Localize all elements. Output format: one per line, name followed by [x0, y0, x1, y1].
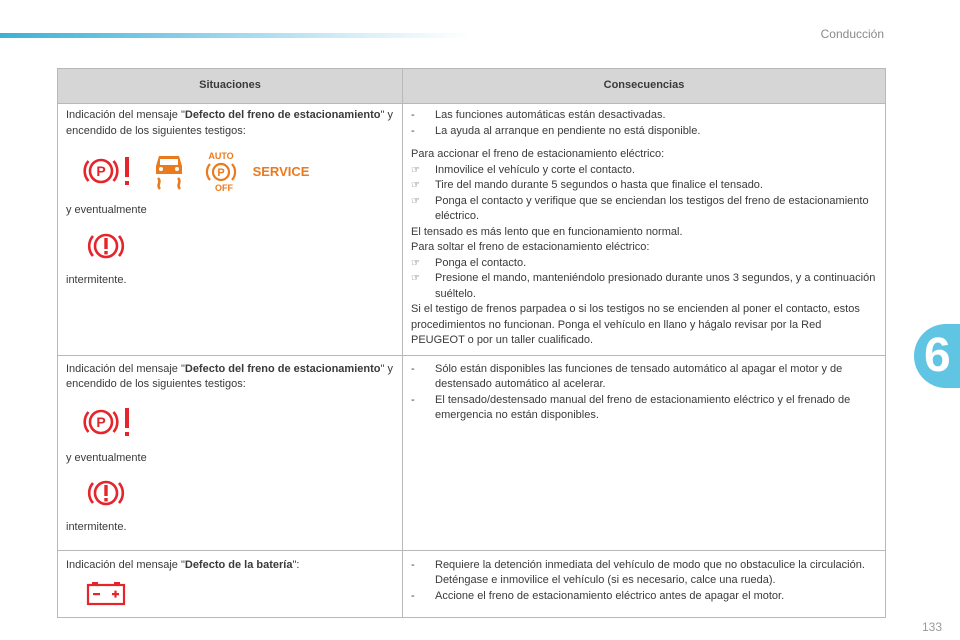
page-number: 133: [921, 620, 942, 634]
esp-skid-icon: [152, 152, 186, 190]
warning-table: [57, 68, 886, 618]
eventually-text: y eventualmente: [66, 204, 147, 216]
consequence-item: [411, 108, 877, 124]
warning-lights: [84, 149, 394, 193]
parking-brake-fault-icon: [84, 405, 136, 439]
final-note: Si el testigo de frenos parpadea o si los testigos no se encienden al poner el contacto, estos procedimientos no funcionan. Ponga el vehículo en llano y hágalo revisar por la Red PEUGEOT o por un taller cualificado.: [411, 303, 860, 346]
message-prefix: Indicación del mensaje ": [66, 362, 185, 375]
step-text: Tire del mando durante 5 segundos o hasta que finalice el tensado.: [435, 179, 763, 191]
consequence-text: Requiere la detención inmediata del vehículo de modo que no obstaculice la circulación. Deténgase e inmovilice el vehículo (si es necesario, calce una rueda).: [435, 558, 865, 586]
dash-marker: -: [411, 124, 415, 137]
consequence-item: [411, 589, 877, 605]
message-name: Defecto del freno de estacionamiento: [184, 362, 381, 375]
section-title: Conducción: [820, 27, 884, 41]
consequence-item: [411, 558, 877, 589]
situation-message: [66, 558, 394, 574]
situation-cell: [58, 355, 403, 550]
header-consequences: Consecuencias: [403, 69, 886, 104]
svg-text:P: P: [96, 163, 106, 179]
svg-text:SERVICE: SERVICE: [252, 164, 310, 179]
header-situations: Situaciones: [58, 69, 403, 104]
hand-bullet-icon: ☞: [411, 273, 420, 284]
situation-cell: [58, 550, 403, 618]
consequence-text: Las funciones automáticas están desactivadas.: [435, 109, 666, 121]
situation-message: [66, 362, 394, 393]
consequence-text: La ayuda al arranque en pendiente no está disponible.: [435, 124, 701, 137]
parking-brake-fault-icon: [84, 154, 136, 188]
slow-note: El tensado es más lento que en funcionamiento normal.: [411, 225, 683, 238]
dash-marker: -: [411, 393, 415, 406]
situation-message: [66, 108, 394, 139]
extra-warning-light: [86, 229, 394, 263]
release-intro: Para soltar el freno de estacionamiento eléctrico:: [411, 241, 650, 253]
extra-warning-light: [86, 476, 394, 510]
battery-icon: [86, 580, 126, 606]
brake-warning-icon: [86, 229, 126, 263]
flashing-text: intermitente.: [66, 521, 127, 533]
consequence-cell: [403, 550, 886, 618]
message-prefix: Indicación del mensaje ": [66, 558, 185, 571]
chapter-tab: 6: [914, 324, 960, 388]
message-suffix: " y encendido de los siguientes testigos:: [66, 362, 393, 390]
header-accent-bar: [0, 33, 470, 38]
table-header-row: [58, 69, 886, 104]
procedure-step: [411, 194, 877, 225]
consequence-cell: [403, 355, 886, 550]
hand-bullet-icon: ☞: [411, 257, 420, 269]
hand-bullet-icon: ☞: [411, 164, 420, 176]
dash-marker: -: [411, 109, 415, 121]
message-prefix: Indicación del mensaje ": [66, 109, 185, 121]
message-name: Defecto del freno de estacionamiento: [184, 109, 381, 121]
service-icon: [252, 161, 310, 181]
apply-intro: Para accionar el freno de estacionamiento eléctrico:: [411, 148, 665, 160]
table-row: [58, 355, 886, 550]
step-text: Presione el mando, manteniéndolo presionado durante unos 3 segundos, y a continuación suéltelo.: [435, 272, 876, 300]
consequence-text: El tensado/destensado manual del freno de estacionamiento eléctrico y el frenado de emergencia no están disponibles.: [435, 393, 851, 421]
situation-cell: [58, 104, 403, 356]
procedure-step: [411, 163, 877, 179]
message-suffix: " y encendido de los siguientes testigos:: [66, 109, 393, 137]
consequence-item: [411, 393, 877, 424]
dash-marker: -: [411, 362, 415, 375]
flashing-text: intermitente.: [66, 273, 127, 286]
message-name: Defecto de la batería: [184, 558, 293, 571]
step-text: Inmovilice el vehículo y corte el contacto.: [435, 163, 635, 176]
svg-text:P: P: [96, 413, 106, 430]
warning-lights: [86, 579, 394, 607]
auto-park-off-icon: [202, 150, 240, 192]
procedure-step: [411, 256, 877, 272]
table-row: [58, 550, 886, 618]
consequence-cell: [403, 104, 886, 356]
svg-text:AUTO: AUTO: [208, 151, 234, 161]
step-text: Ponga el contacto y verifique que se enciendan los testigos del freno de estacionamiento eléctrico.: [435, 194, 869, 222]
hand-bullet-icon: ☞: [411, 180, 420, 191]
message-suffix: ":: [292, 558, 300, 571]
consequence-item: [411, 124, 877, 140]
eventually-text: y eventualmente: [66, 451, 147, 464]
svg-text:OFF: OFF: [215, 183, 233, 193]
consequence-item: [411, 362, 877, 393]
table-row: [58, 104, 886, 356]
dash-marker: -: [411, 558, 415, 571]
consequence-text: Sólo están disponibles las funciones de tensado automático al apagar el motor y de destensado automático al acelerar.: [435, 362, 843, 390]
svg-text:P: P: [217, 167, 225, 179]
step-text: Ponga el contacto.: [435, 256, 527, 269]
procedure-step: [411, 178, 877, 194]
warning-lights: [84, 403, 394, 441]
dash-marker: -: [411, 589, 415, 602]
hand-bullet-icon: ☞: [411, 195, 420, 207]
consequence-text: Accione el freno de estacionamiento eléctrico antes de apagar el motor.: [435, 589, 785, 602]
brake-warning-icon: [86, 476, 126, 510]
procedure-step: [411, 271, 877, 302]
